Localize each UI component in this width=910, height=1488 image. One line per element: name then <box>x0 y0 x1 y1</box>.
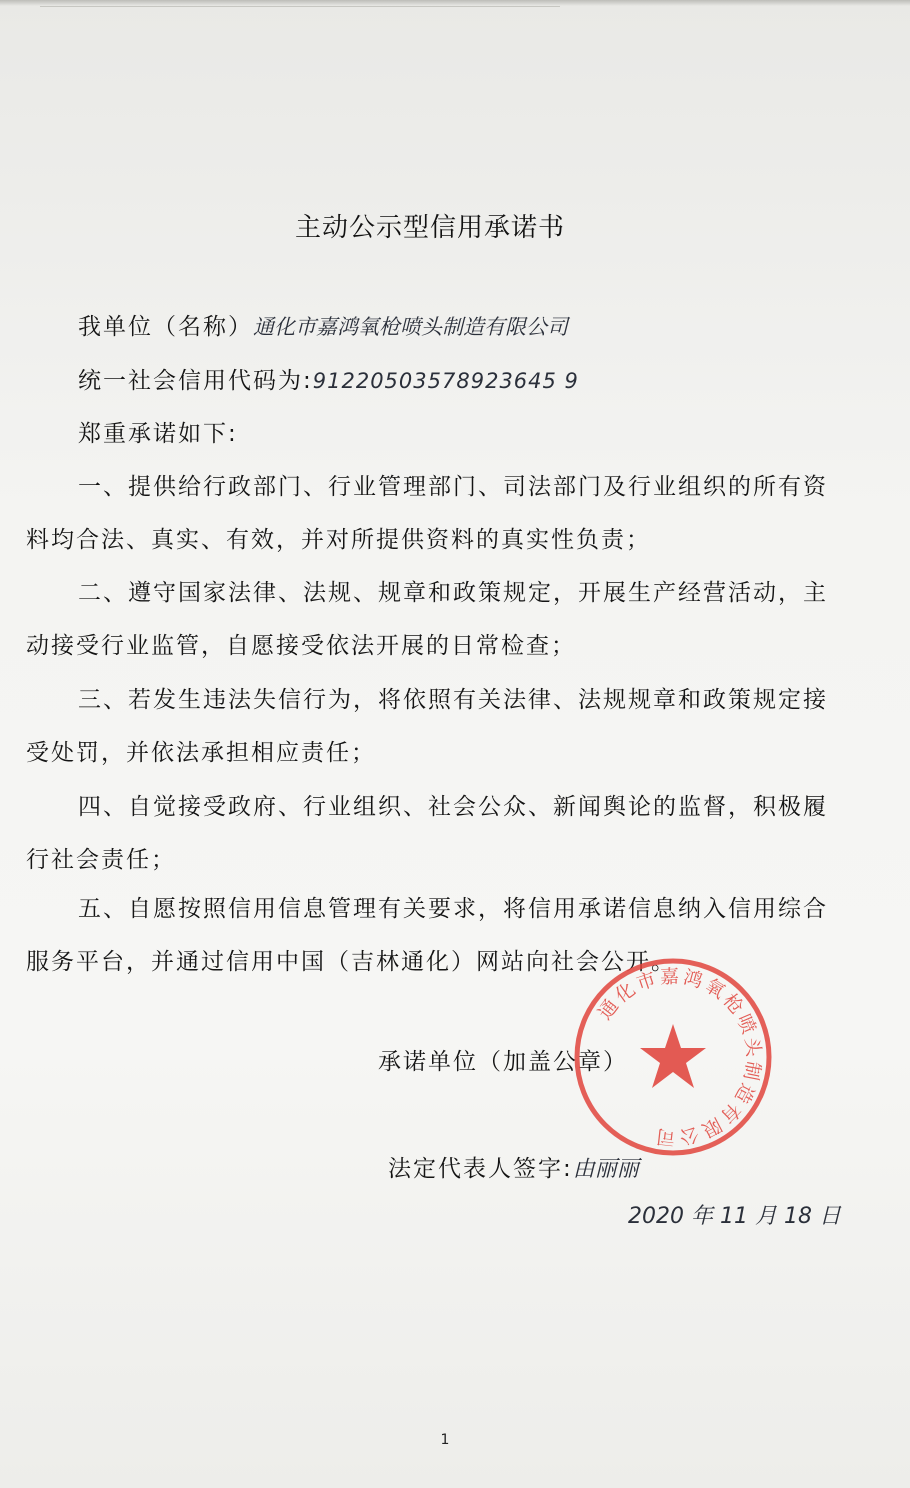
credit-code-handwritten: 91220503578923645 9 <box>312 369 579 393</box>
item-2-line-2: 动接受行业监管，自愿接受依法开展的日常检查； <box>26 633 576 659</box>
legal-rep-label: 法定代表人签字: <box>388 1156 573 1182</box>
unit-label: 我单位（名称） <box>78 314 253 340</box>
item-4-line-2: 行社会责任； <box>26 847 176 873</box>
item-5-line-2: 服务平台，并通过信用中国（吉林通化）网站向社会公开。 <box>26 949 676 975</box>
seal-text: 通化市嘉鸿氧枪喷头制造有限公司 <box>593 965 765 1149</box>
item-4-line-1: 四、自觉接受政府、行业组织、社会公众、新闻舆论的监督，积极履 <box>78 794 828 820</box>
item-2-line-1: 二、遵守国家法律、法规、规章和政策规定，开展生产经营活动，主 <box>78 580 828 606</box>
legal-rep-line <box>388 1152 639 1187</box>
unit-line <box>78 310 568 344</box>
page-number: 1 <box>440 1432 450 1448</box>
document-title: 主动公示型信用承诺书 <box>294 213 565 243</box>
promise-intro: 郑重承诺如下: <box>78 421 238 447</box>
paper-top-rule <box>40 6 560 7</box>
item-5-line-1: 五、自愿按照信用信息管理有关要求，将信用承诺信息纳入信用综合 <box>78 896 828 922</box>
item-3-line-2: 受处罚，并依法承担相应责任； <box>26 740 376 766</box>
legal-rep-signature: 由丽丽 <box>572 1157 639 1182</box>
credit-code-label: 统一社会信用代码为: <box>78 368 313 394</box>
item-3-line-1: 三、若发生违法失信行为，将依照有关法律、法规规章和政策规定接 <box>78 687 828 713</box>
signatory-unit-label: 承诺单位（加盖公章） <box>378 1049 628 1075</box>
document-date: 2020 年 11 月 18 日 <box>628 1204 841 1229</box>
item-1-line-2: 料均合法、真实、有效，并对所提供资料的真实性负责； <box>26 527 651 553</box>
item-1-line-1: 一、提供给行政部门、行业管理部门、司法部门及行业组织的所有资 <box>78 474 828 500</box>
unit-name-handwritten: 通化市嘉鸿氧枪喷头制造有限公司 <box>253 315 568 339</box>
star-icon <box>640 1024 706 1088</box>
credit-code-line <box>78 364 579 398</box>
